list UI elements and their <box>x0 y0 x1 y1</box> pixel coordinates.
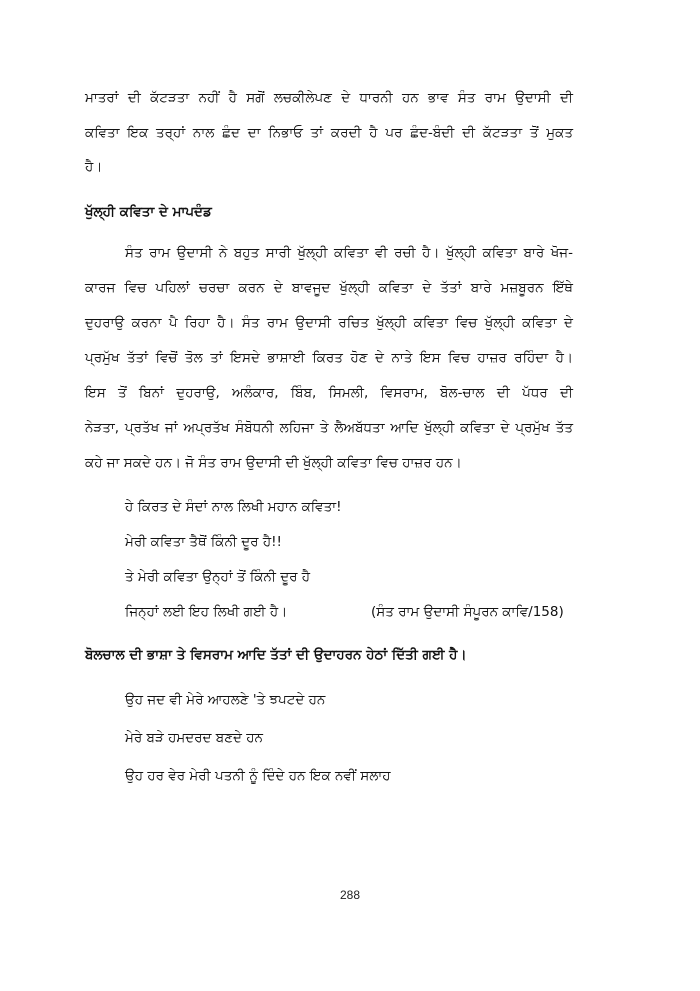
verse-line: ਉਹ ਜਦ ਵੀ ਮੇਰੇ ਆਹਲਣੇ 'ਤੇ ਝਪਟਦੇ ਹਨ <box>125 692 326 708</box>
paragraph-line: ਕਵਿਤਾ ਇਕ ਤਰ੍ਹਾਂ ਨਾਲ ਛੰਦ ਦਾ ਨਿਭਾਓ ਤਾਂ ਕਰਦੀ ਹੈ ਪਰ ਛੰਦ-ਬੰਦੀ ਦੀ ਕੱਟੜਤਾ ਤੋਂ ਮੁਕਤ <box>85 125 573 141</box>
paragraph-line: ਹੈ। <box>85 159 103 175</box>
paragraph-line: ਕਹੇ ਜਾ ਸਕਦੇ ਹਨ। ਜੋ ਸੰਤ ਰਾਮ ਉਦਾਸੀ ਦੀ ਖੁੱਲ੍ਹੀ ਕਵਿਤਾ ਵਿਚ ਹਾਜ਼ਰ ਹਨ। <box>85 455 462 471</box>
paragraph-line: ਕਾਰਜ ਵਿਚ ਪਹਿਲਾਂ ਚਰਚਾ ਕਰਨ ਦੇ ਬਾਵਜੂਦ ਖੁੱਲ੍ਹੀ ਕਵਿਤਾ ਦੇ ਤੱਤਾਂ ਬਾਰੇ ਮਜ਼ਬੂਰਨ ਇੱਥੇ <box>85 280 573 296</box>
paragraph-line: ਦੁਹਰਾਉ ਕਰਨਾ ਪੈ ਰਿਹਾ ਹੈ। ਸੰਤ ਰਾਮ ਉਦਾਸੀ ਰਚਿਤ ਖੁੱਲ੍ਹੀ ਕਵਿਤਾ ਵਿਚ ਖੁੱਲ੍ਹੀ ਕਵਿਤਾ ਦੇ <box>85 315 573 331</box>
verse-line: ਮੇਰੇ ਬੜੇ ਹਮਦਰਦ ਬਣਦੇ ਹਨ <box>125 730 263 746</box>
section-heading: ਖੁੱਲ੍ਹੀ ਕਵਿਤਾ ਦੇ ਮਾਪਦੰਡ <box>85 204 212 220</box>
verse-line: ਜਿਨ੍ਹਾਂ ਲਈ ਇਹ ਲਿਖੀ ਗਈ ਹੈ। <box>125 604 288 620</box>
paragraph-line: ਸੰਤ ਰਾਮ ਉਦਾਸੀ ਨੇ ਬਹੁਤ ਸਾਰੀ ਖੁੱਲ੍ਹੀ ਕਵਿਤਾ ਵੀ ਰਚੀ ਹੈ। ਖੁੱਲ੍ਹੀ ਕਵਿਤਾ ਬਾਰੇ ਖੋਜ- <box>125 245 573 261</box>
verse-line: ਹੇ ਕਿਰਤ ਦੇ ਸੰਦਾਂ ਨਾਲ ਲਿਖੀ ਮਹਾਨ ਕਵਿਤਾ! <box>125 499 342 515</box>
bold-statement: ਬੋਲਚਾਲ ਦੀ ਭਾਸ਼ਾ ਤੇ ਵਿਸਰਾਮ ਆਦਿ ਤੱਤਾਂ ਦੀ ਉਦਾਹਰਨ ਹੇਠਾਂ ਦਿੱਤੀ ਗਈ ਹੈ। <box>85 647 467 663</box>
verse-line: ਉਹ ਹਰ ਵੇਰ ਮੇਰੀ ਪਤਨੀ ਨੂੰ ਦਿੰਦੇ ਹਨ ਇਕ ਨਵੀਂ ਸਲਾਹ <box>125 768 391 784</box>
verse-line: ਮੇਰੀ ਕਵਿਤਾ ਤੈਥੋਂ ਕਿੰਨੀ ਦੂਰ ਹੈ!! <box>125 534 282 550</box>
page-number: 288 <box>339 888 361 902</box>
paragraph-line: ਪ੍ਰਮੁੱਖ ਤੱਤਾਂ ਵਿਚੋਂ ਤੋਲ ਤਾਂ ਇਸਦੇ ਭਾਸ਼ਾਈ ਕਿਰਤ ਹੋਣ ਦੇ ਨਾਤੇ ਇਸ ਵਿਚ ਹਾਜ਼ਰ ਰਹਿੰਦਾ ਹੈ। <box>85 350 573 366</box>
paragraph-line: ਨੇੜਤਾ, ਪ੍ਰਤੱਖ ਜਾਂ ਅਪ੍ਰਤੱਖ ਸੰਬੋਧਨੀ ਲਹਿਜਾ ਤੇ ਲੈਅਬੱਧਤਾ ਆਦਿ ਖੁੱਲ੍ਹੀ ਕਵਿਤਾ ਦੇ ਪ੍ਰਮੁੱਖ ਤੱਤ <box>85 420 573 436</box>
verse-citation: (ਸੰਤ ਰਾਮ ਉਦਾਸੀ ਸੰਪੂਰਨ ਕਾਵਿ/158) <box>371 604 564 620</box>
paragraph-line: ਇਸ ਤੋਂ ਬਿਨਾਂ ਦੁਹਰਾਉ, ਅਲੰਕਾਰ, ਬਿੰਬ, ਸਿਮਲੀ, ਵਿਸਰਾਮ, ਬੋਲ-ਚਾਲ ਦੀ ਪੱਧਰ ਦੀ <box>85 385 573 401</box>
paragraph-line: ਮਾਤਰਾਂ ਦੀ ਕੱਟੜਤਾ ਨਹੀਂ ਹੈ ਸਗੋਂ ਲਚਕੀਲੇਪਣ ਦੇ ਧਾਰਨੀ ਹਨ ਭਾਵ ਸੰਤ ਰਾਮ ਉਦਾਸੀ ਦੀ <box>85 90 573 106</box>
verse-line: ਤੇ ਮੇਰੀ ਕਵਿਤਾ ਉਨ੍ਹਾਂ ਤੋਂ ਕਿੰਨੀ ਦੂਰ ਹੈ <box>125 569 311 585</box>
